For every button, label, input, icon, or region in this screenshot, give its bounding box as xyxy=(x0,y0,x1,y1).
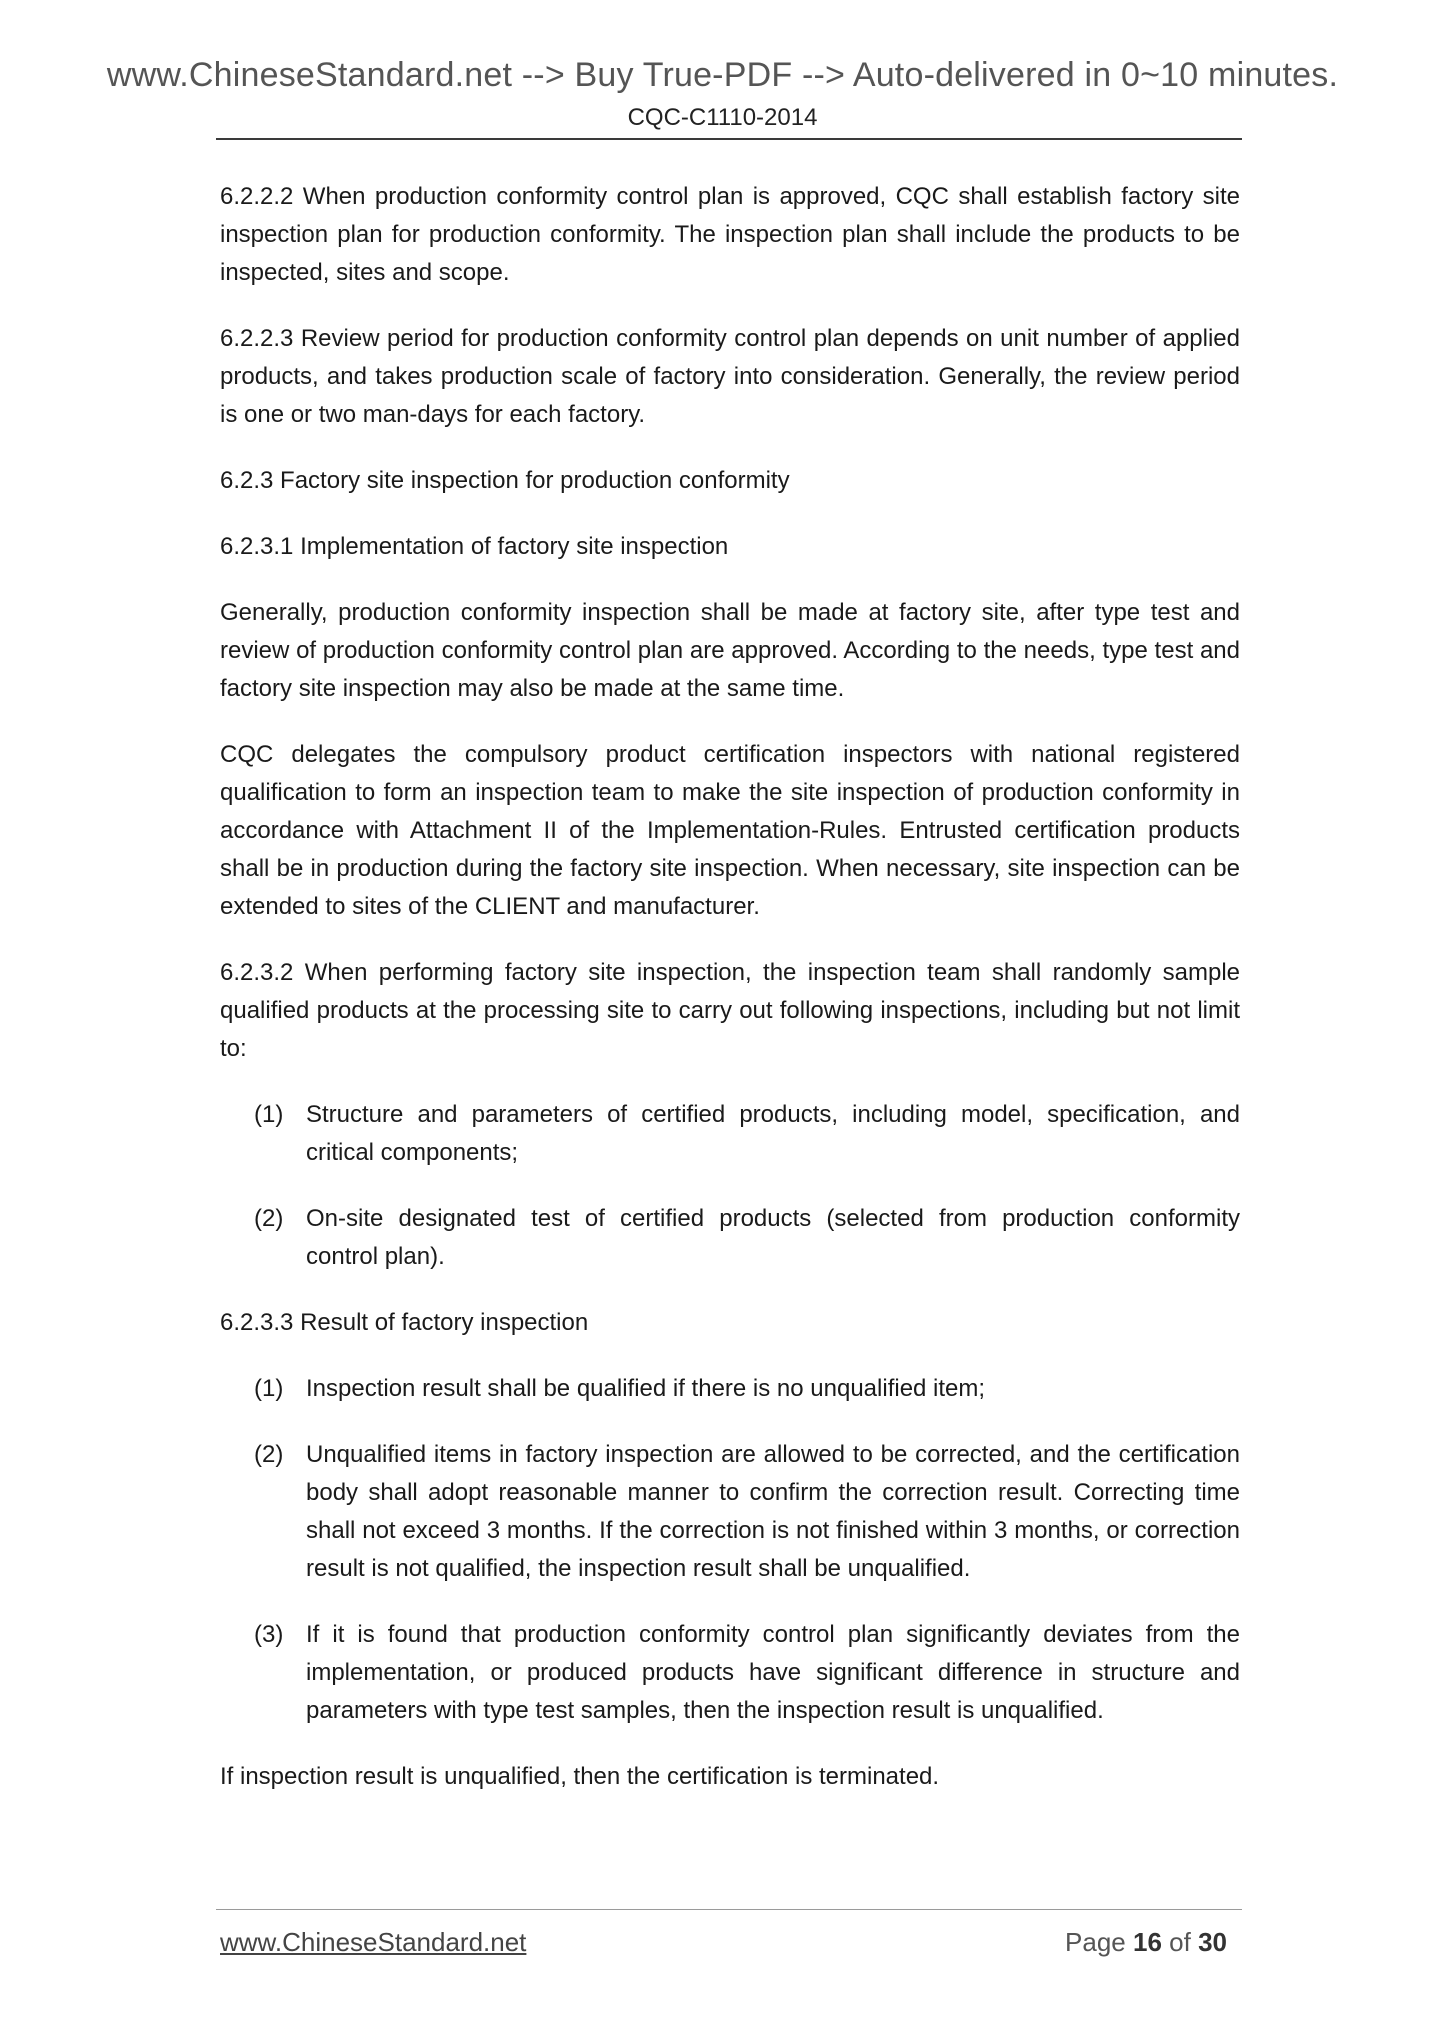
paragraph-general: Generally, production conformity inspection shall be made at factory site, after type test and review of production conformity control plan are approved. According to the needs, type test and factory site inspection may also be made at the same time. xyxy=(220,599,1240,702)
page-body xyxy=(220,178,1240,1824)
clause-6-2-3-2: 6.2.3.2 When performing factory site inspection, the inspection team shall randomly sample qualified products at the processing site to carry out following inspections, including but not limit to: xyxy=(220,959,1240,1062)
paragraph-final: If inspection result is unqualified, then the certification is terminated. xyxy=(220,1763,940,1790)
result-list-item xyxy=(220,1616,1240,1730)
heading-6-2-3-3: 6.2.3.3 Result of factory inspection xyxy=(220,1309,589,1336)
footer-divider xyxy=(216,1909,1242,1910)
list-item-number: (3) xyxy=(254,1621,284,1648)
site-banner: www.ChineseStandard.net --> Buy True-PDF --> Auto-delivered in 0~10 minutes. xyxy=(106,56,1339,94)
inspection-list-item xyxy=(220,1096,1240,1172)
heading-6-2-3-1: 6.2.3.1 Implementation of factory site inspection xyxy=(220,533,729,560)
page-total: 30 xyxy=(1198,1927,1227,1957)
page-label: Page xyxy=(1065,1927,1126,1957)
page-current: 16 xyxy=(1133,1927,1162,1957)
list-item-text: If it is found that production conformity control plan significantly deviates from the implementation, or produced products have significant difference in structure and parameters with type test samples, then the inspection result is unqualified. xyxy=(306,1621,1240,1724)
inspection-list-item xyxy=(220,1200,1240,1276)
list-item-number: (2) xyxy=(254,1441,284,1468)
list-item-number: (1) xyxy=(254,1101,284,1128)
list-item-text: Structure and parameters of certified products, including model, specification, and critical components; xyxy=(306,1101,1240,1166)
list-item-number: (1) xyxy=(254,1375,284,1402)
list-item-text: On-site designated test of certified products (selected from production conformity control plan). xyxy=(306,1205,1240,1270)
result-list-item xyxy=(220,1370,1240,1408)
header-divider xyxy=(216,138,1242,140)
footer-site-link[interactable]: www.ChineseStandard.net xyxy=(220,1927,527,1957)
list-item-number: (2) xyxy=(254,1205,284,1232)
heading-6-2-3: 6.2.3 Factory site inspection for production conformity xyxy=(220,467,790,494)
list-item-text: Inspection result shall be qualified if there is no unqualified item; xyxy=(306,1375,986,1402)
page-of-label: of xyxy=(1169,1927,1191,1957)
document-code: CQC-C1110-2014 xyxy=(627,104,818,131)
list-item-text: Unqualified items in factory inspection are allowed to be corrected, and the certification body shall adopt reasonable manner to confirm the correction result. Correcting time shall not exceed 3 months. If the correction is not finished within 3 months, or correction result is not qualified, the inspection result shall be unqualified. xyxy=(306,1441,1240,1582)
paragraph-cqc: CQC delegates the compulsory product certification inspectors with national registered qualification to form an inspection team to make the site inspection of production conformity in accordance with Attachment II of the Implementation-Rules. Entrusted certification products shall be in production during the factory site inspection. When necessary, site inspection can be extended to sites of the CLIENT and manufacturer. xyxy=(220,741,1240,920)
clause-6-2-2-2: 6.2.2.2 When production conformity control plan is approved, CQC shall establish factory site inspection plan for production conformity. The inspection plan shall include the products to be inspected, sites and scope. xyxy=(220,183,1240,286)
clause-6-2-2-3: 6.2.2.3 Review period for production conformity control plan depends on unit number of applied products, and takes production scale of factory into consideration. Generally, the review period is one or two man-days for each factory. xyxy=(220,325,1240,428)
page-number xyxy=(1065,1927,1227,1958)
result-list-item xyxy=(220,1436,1240,1588)
